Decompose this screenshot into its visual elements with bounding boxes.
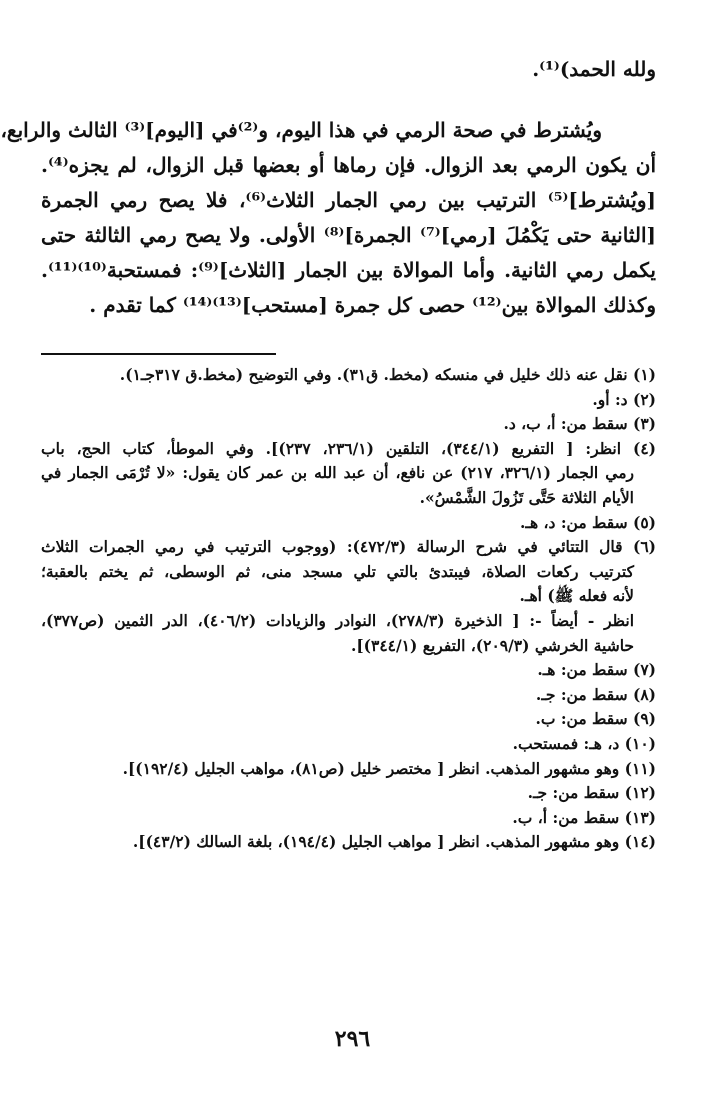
footnotes	[41, 363, 656, 855]
footnote-line: (٧) سقط من: هـ.	[537, 660, 656, 680]
footnote-line: كترتيب ركعات الصلاة، فيبتدئ بالتي تلي مسجد منى، ثم الوسطى، ثم يختم بالعقبة؛	[41, 561, 634, 581]
footnote-line: (١٣) سقط من: أ، ب.	[512, 807, 656, 827]
footnote-line: (٤) انظر: [ التفريع (٣٤٤/١)، التلقين (٢٣٦/١، ٢٣٧)]. وفي الموطأ، كتاب الحج، باب	[41, 438, 656, 458]
main-text	[0, 52, 656, 323]
footnote-line: رمي الجمار (٣٢٦/١، ٢١٧) عن نافع، أن عبد الله بن عمر كان يقول: «لا تُرْمَى الجمار في	[41, 463, 634, 483]
page	[0, 52, 656, 855]
footnote-line: (١١) وهو مشهور المذهب. انظر [ مختصر خليل (ص٨١)، مواهب الجليل (١٩٢/٤)].	[122, 758, 656, 778]
main-line: [ويُشترط]⁽⁵⁾ الترتيب بين رمي الجمار الثلاث⁽⁶⁾، فلا يصح رمي الجمرة	[41, 188, 656, 212]
footnote-divider	[41, 353, 276, 355]
footnote-line: (٨) سقط من: جـ.	[535, 684, 656, 704]
main-line: أن يكون الرمي بعد الزوال. فإن رماها أو بعضها قبل الزوال، لم يجزه⁽⁴⁾.	[41, 153, 656, 177]
footnote-line: (١) نقل عنه ذلك خليل في منسكه (مخط. ق٣١). وفي التوضيح (مخط.ق ٣١٧جـ١).	[119, 365, 656, 384]
paragraph-gap	[41, 87, 656, 113]
footnote-line: (١٤) وهو مشهور المذهب. انظر [ مواهب الجليل (١٩٤/٤)، بلغة السالك (٤٣/٢)].	[132, 832, 656, 852]
footnote-line: (٩) سقط من: ب.	[535, 709, 656, 729]
footnote-line: الأيام الثلاثة حَتَّى تَزُولَ الشَّمْسُ».	[419, 487, 634, 507]
footnote-line: (١٠) د، هـ: فمستحب.	[512, 733, 656, 753]
footnote-line: انظر - أيضاً -: [ الذخيرة (٢٧٨/٣)، النوادر والزيادات (٤٠٦/٢)، الدر الثمين (ص٣٧٧)،	[41, 610, 634, 630]
footnote-line: (٣) سقط من: أ، ب، د.	[503, 414, 656, 434]
main-line: ويُشترط في صحة الرمي في هذا اليوم، و⁽²⁾في [اليوم]⁽³⁾ الثالث والرابع،	[0, 118, 602, 142]
page-number: ٢٩٦	[334, 1026, 371, 1052]
footnote-line: (١٢) سقط من: جـ.	[527, 783, 656, 803]
main-line: [الثانية حتى يَكْمُلَ [رمي]⁽⁷⁾ الجمرة]⁽⁸⁾ الأولى. ولا يصح رمي الثالثة حتى	[41, 223, 656, 247]
footnote-line: لأنه فعله ﷺ) أهـ.	[519, 586, 634, 606]
main-line: يكمل رمي الثانية. وأما الموالاة بين الجمار [الثلاث]⁽⁹⁾: فمستحبة⁽¹⁰⁾⁽¹¹⁾.	[41, 258, 656, 282]
footnote-line: حاشية الخرشي (٢٠٩/٣)، التفريع (٣٤٤/١)].	[350, 635, 634, 655]
footnote-line: (٥) سقط من: د، هـ.	[520, 512, 656, 532]
footnote-line: (٢) د: أو.	[592, 389, 656, 409]
main-line: ولله الحمد)⁽¹⁾.	[532, 57, 656, 81]
main-line: وكذلك الموالاة بين⁽¹²⁾ حصى كل جمرة [مستحب]⁽¹³⁾⁽¹⁴⁾ كما تقدم .	[89, 293, 656, 317]
footnote-line: (٦) قال التتائي في شرح الرسالة (٤٧٢/٣): (ووجوب الترتيب في رمي الجمرات الثلاث	[41, 537, 656, 557]
